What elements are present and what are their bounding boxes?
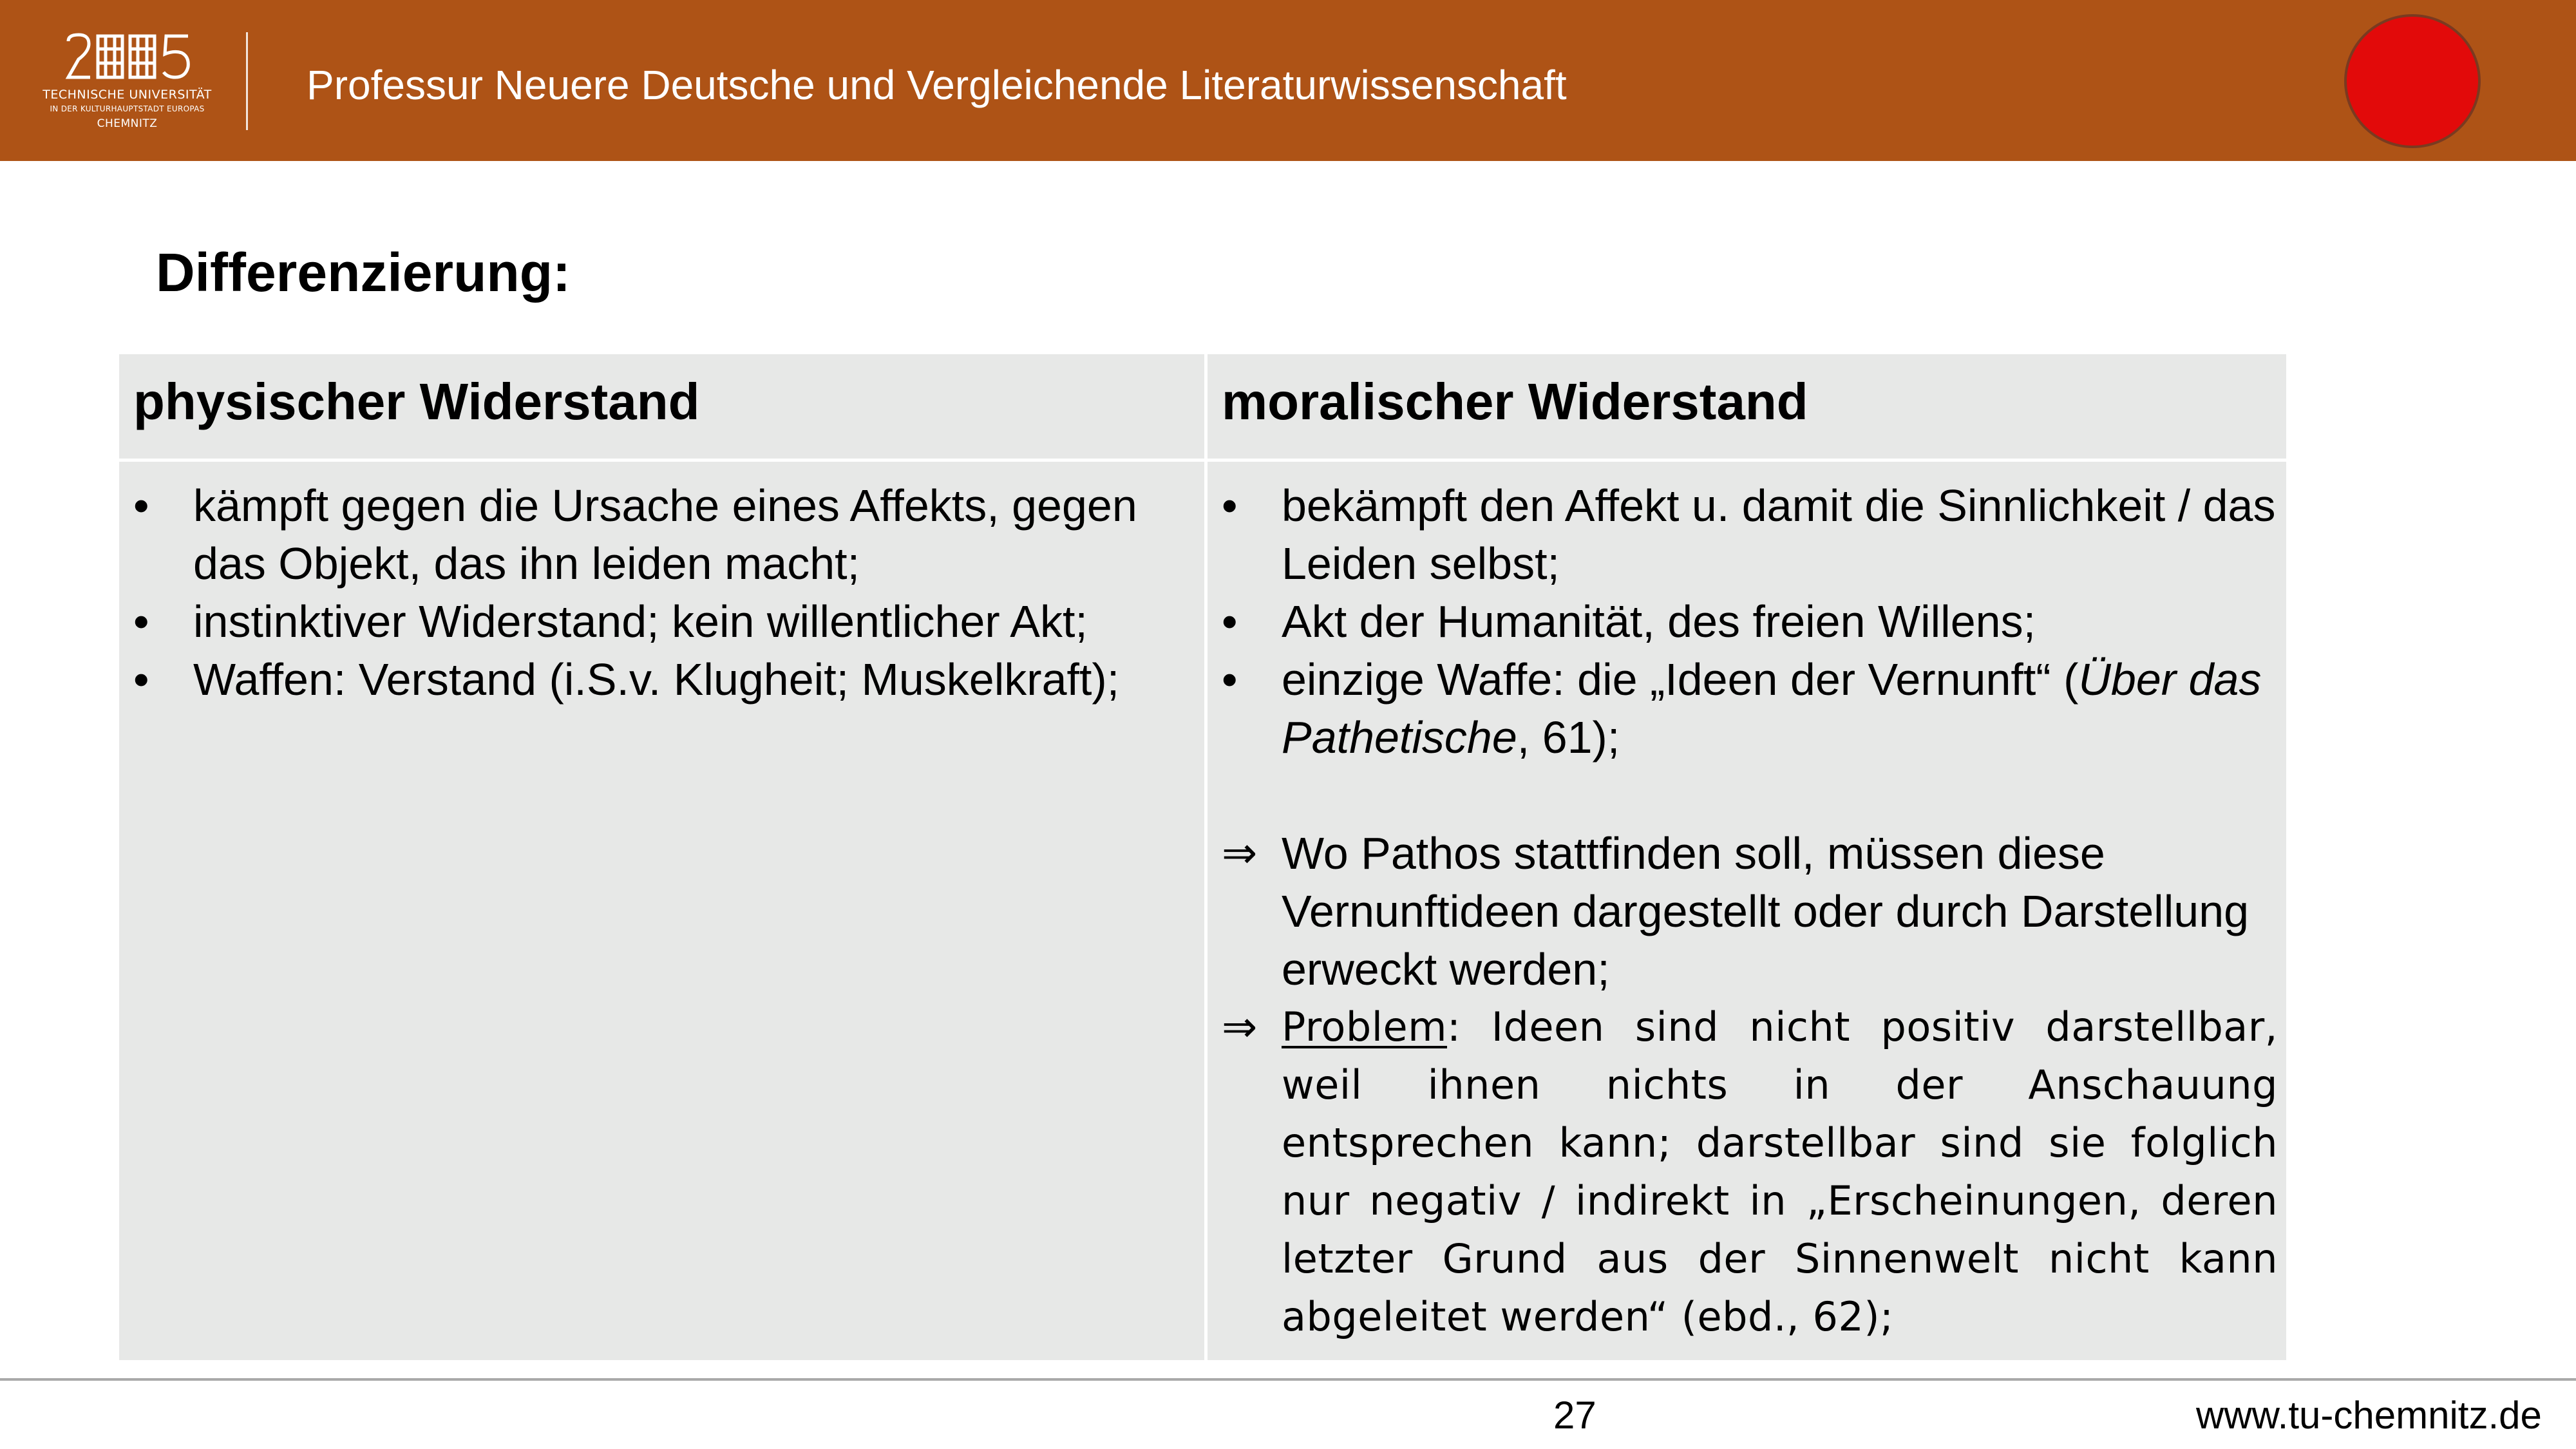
- footer-divider: [0, 1378, 2576, 1381]
- conclusion-text: Wo Pathos stattfinden soll, müssen diese Vernunftideen dargestellt oder durch Darstellung erweckt werden;: [1282, 828, 2249, 994]
- table-header-moral: moralischer Widerstand: [1222, 373, 1808, 430]
- list-item: [1222, 592, 2278, 650]
- list-item: [1222, 650, 2278, 766]
- header-title: Professur Neuere Deutsche und Vergleichende Literaturwissenschaft: [307, 62, 1567, 108]
- bullet-icon: •: [133, 654, 149, 705]
- bullet-icon: •: [133, 480, 149, 531]
- bullet-icon: •: [1222, 596, 1238, 647]
- list-item-text: bekämpft den Affekt u. damit die Sinnlichkeit / das Leiden selbst;: [1282, 480, 2276, 589]
- conclusion-item-problem: [1222, 998, 2278, 1346]
- cell-moral-resistance: [1222, 477, 2278, 1346]
- list-item-text: kämpft gegen die Ursache eines Affekts, gegen das Objekt, das ihn leiden macht;: [193, 480, 1137, 589]
- comparison-table: [119, 354, 2286, 1360]
- citation-suffix: , 61);: [1517, 712, 1620, 762]
- list-item-text: [1282, 654, 2261, 762]
- implies-arrow-icon: ⇒: [1222, 828, 1258, 878]
- page-number: 27: [1553, 1394, 1596, 1437]
- problem-text: Ideen sind nicht positiv darstellbar, weil ihnen nichts in der Anschauung entsprechen kann; darstellbar sind sie folglich nur negativ / indirekt in „Erscheinungen, deren letzter Grund aus der Sinnenwelt nicht kann abgeleitet werden“ (ebd., 62);: [1282, 1003, 2278, 1340]
- table-header-physical: physischer Widerstand: [133, 373, 700, 430]
- red-dot-marker: [2344, 14, 2481, 148]
- implies-arrow-icon: ⇒: [1222, 1002, 1258, 1052]
- footer-url: www.tu-chemnitz.de: [2196, 1394, 2542, 1437]
- problem-label: Problem: [1282, 1003, 1447, 1050]
- logo-university-name: TECHNISCHE UNIVERSITÄT: [43, 88, 212, 102]
- logo-city: CHEMNITZ: [97, 117, 158, 130]
- university-logo: [35, 32, 219, 135]
- logo-tagline: IN DER KULTURHAUPTSTADT EUROPAS: [50, 104, 205, 113]
- list-item-text: Waffen: Verstand (i.S.v. Klugheit; Muskelkraft);: [193, 654, 1120, 705]
- conclusion-item: [1222, 824, 2278, 998]
- column-divider: [1204, 354, 1208, 1360]
- problem-colon: :: [1446, 1003, 1461, 1050]
- header-row-divider: [119, 459, 2286, 462]
- bullet-icon: •: [133, 596, 149, 647]
- header-divider: [246, 32, 248, 130]
- list-item: [1222, 477, 2278, 592]
- header-bar: [0, 0, 2576, 161]
- list-item-text: Akt der Humanität, des freien Willens;: [1282, 596, 2036, 647]
- spacer: [1222, 766, 2278, 824]
- list-item: [133, 650, 1202, 708]
- list-item: [133, 592, 1202, 650]
- citation-title: Über das Pathetische: [1282, 654, 2262, 762]
- bullet-icon: •: [1222, 480, 1238, 531]
- logo-mark-icon: [64, 32, 193, 80]
- slide-heading: Differenzierung:: [156, 242, 571, 303]
- list-item: [133, 477, 1202, 592]
- citation-prefix: einzige Waffe: die „Ideen der Vernunft“ (: [1282, 654, 2079, 705]
- list-item-text: instinktiver Widerstand; kein willentlicher Akt;: [193, 596, 1088, 647]
- bullet-icon: •: [1222, 654, 1238, 705]
- cell-physical-resistance: [133, 477, 1202, 708]
